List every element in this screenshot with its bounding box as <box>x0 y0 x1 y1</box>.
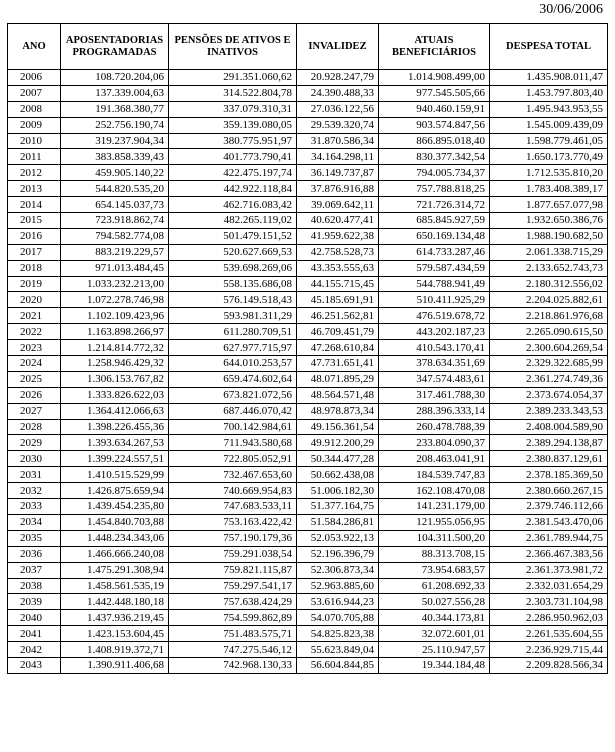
invalidez-cell: 39.069.642,11 <box>297 197 379 213</box>
invalidez-cell: 52.053.922,13 <box>297 530 379 546</box>
invalidez-cell: 46.251.562,81 <box>297 308 379 324</box>
atuais-cell: 184.539.747,83 <box>379 467 490 483</box>
atuais-cell: 903.574.847,56 <box>379 117 490 133</box>
table-row <box>8 483 608 499</box>
year-cell: 2009 <box>8 117 61 133</box>
despesa-cell: 2.209.828.566,34 <box>490 657 608 673</box>
table-body <box>8 70 608 674</box>
aposentadorias-cell: 1.410.515.529,99 <box>61 467 169 483</box>
invalidez-cell: 48.071.895,29 <box>297 371 379 387</box>
invalidez-cell: 50.662.438,08 <box>297 467 379 483</box>
atuais-cell: 579.587.434,59 <box>379 260 490 276</box>
aposentadorias-cell: 1.390.911.406,68 <box>61 657 169 673</box>
year-cell: 2027 <box>8 403 61 419</box>
atuais-cell: 61.208.692,33 <box>379 578 490 594</box>
pensoes-cell: 747.683.533,11 <box>169 499 297 515</box>
despesa-cell: 1.650.173.770,49 <box>490 149 608 165</box>
aposentadorias-cell: 319.237.904,34 <box>61 133 169 149</box>
invalidez-cell: 20.928.247,79 <box>297 70 379 86</box>
table-row <box>8 642 608 658</box>
aposentadorias-cell: 1.426.875.659,94 <box>61 483 169 499</box>
year-cell: 2033 <box>8 499 61 515</box>
despesa-cell: 1.988.190.682,50 <box>490 228 608 244</box>
year-cell: 2032 <box>8 483 61 499</box>
atuais-cell: 260.478.788,39 <box>379 419 490 435</box>
table-row <box>8 276 608 292</box>
atuais-cell: 443.202.187,23 <box>379 324 490 340</box>
year-cell: 2037 <box>8 562 61 578</box>
aposentadorias-cell: 1.214.814.772,32 <box>61 340 169 356</box>
invalidez-cell: 54.825.823,38 <box>297 626 379 642</box>
invalidez-cell: 52.306.873,34 <box>297 562 379 578</box>
despesa-cell: 2.265.090.615,50 <box>490 324 608 340</box>
atuais-cell: 104.311.500,20 <box>379 530 490 546</box>
invalidez-cell: 37.876.916,88 <box>297 181 379 197</box>
table-row <box>8 387 608 403</box>
pensoes-cell: 732.467.653,60 <box>169 467 297 483</box>
year-cell: 2022 <box>8 324 61 340</box>
atuais-cell: 476.519.678,72 <box>379 308 490 324</box>
invalidez-cell: 54.070.705,88 <box>297 610 379 626</box>
despesa-cell: 2.286.950.962,03 <box>490 610 608 626</box>
table-row <box>8 514 608 530</box>
aposentadorias-cell: 544.820.535,20 <box>61 181 169 197</box>
invalidez-cell: 50.344.477,28 <box>297 451 379 467</box>
invalidez-cell: 29.539.320,74 <box>297 117 379 133</box>
pensoes-cell: 359.139.080,05 <box>169 117 297 133</box>
atuais-cell: 73.954.683,57 <box>379 562 490 578</box>
invalidez-cell: 51.006.182,30 <box>297 483 379 499</box>
aposentadorias-cell: 1.364.412.066,63 <box>61 403 169 419</box>
atuais-cell: 650.169.134,48 <box>379 228 490 244</box>
invalidez-cell: 34.164.298,11 <box>297 149 379 165</box>
despesa-cell: 2.236.929.715,44 <box>490 642 608 658</box>
pensoes-cell: 751.483.575,71 <box>169 626 297 642</box>
despesa-cell: 1.453.797.803,40 <box>490 85 608 101</box>
atuais-cell: 88.313.708,15 <box>379 546 490 562</box>
invalidez-cell: 49.156.361,54 <box>297 419 379 435</box>
table-row <box>8 149 608 165</box>
invalidez-cell: 48.978.873,34 <box>297 403 379 419</box>
despesa-cell: 1.545.009.439,09 <box>490 117 608 133</box>
year-cell: 2018 <box>8 260 61 276</box>
header-invalidez: INVALIDEZ <box>297 24 379 70</box>
atuais-cell: 32.072.601,01 <box>379 626 490 642</box>
aposentadorias-cell: 1.398.226.455,36 <box>61 419 169 435</box>
invalidez-cell: 49.912.200,29 <box>297 435 379 451</box>
aposentadorias-cell: 1.333.826.622,03 <box>61 387 169 403</box>
pensoes-cell: 722.805.052,91 <box>169 451 297 467</box>
pensoes-cell: 740.669.954,83 <box>169 483 297 499</box>
atuais-cell: 866.895.018,40 <box>379 133 490 149</box>
header-aposentadorias: APOSENTADORIAS PROGRAMADAS <box>61 24 169 70</box>
table-row <box>8 435 608 451</box>
aposentadorias-cell: 1.439.454.235,80 <box>61 499 169 515</box>
table-row <box>8 403 608 419</box>
table-row <box>8 546 608 562</box>
year-cell: 2029 <box>8 435 61 451</box>
year-cell: 2026 <box>8 387 61 403</box>
table-row <box>8 117 608 133</box>
pensoes-cell: 442.922.118,84 <box>169 181 297 197</box>
despesa-cell: 1.495.943.953,55 <box>490 101 608 117</box>
table-row <box>8 85 608 101</box>
aposentadorias-cell: 1.306.153.767,82 <box>61 371 169 387</box>
invalidez-cell: 45.185.691,91 <box>297 292 379 308</box>
pensoes-cell: 291.351.060,62 <box>169 70 297 86</box>
aposentadorias-cell: 459.905.140,22 <box>61 165 169 181</box>
aposentadorias-cell: 252.756.190,74 <box>61 117 169 133</box>
year-cell: 2043 <box>8 657 61 673</box>
aposentadorias-cell: 1.423.153.604,45 <box>61 626 169 642</box>
table-row <box>8 467 608 483</box>
aposentadorias-cell: 137.339.004,63 <box>61 85 169 101</box>
pensoes-cell: 687.446.070,42 <box>169 403 297 419</box>
header-pensoes: PENSÕES DE ATIVOS E INATIVOS <box>169 24 297 70</box>
pensoes-cell: 711.943.580,68 <box>169 435 297 451</box>
aposentadorias-cell: 1.442.448.180,18 <box>61 594 169 610</box>
despesa-cell: 2.218.861.976,68 <box>490 308 608 324</box>
table-row <box>8 371 608 387</box>
invalidez-cell: 47.268.610,84 <box>297 340 379 356</box>
table-row <box>8 133 608 149</box>
despesa-cell: 2.300.604.269,54 <box>490 340 608 356</box>
pensoes-cell: 742.968.130,33 <box>169 657 297 673</box>
aposentadorias-cell: 1.475.291.308,94 <box>61 562 169 578</box>
pensoes-cell: 337.079.310,31 <box>169 101 297 117</box>
table-row <box>8 197 608 213</box>
pensoes-cell: 754.599.862,89 <box>169 610 297 626</box>
year-cell: 2035 <box>8 530 61 546</box>
invalidez-cell: 43.353.555,63 <box>297 260 379 276</box>
despesa-cell: 2.361.274.749,36 <box>490 371 608 387</box>
year-cell: 2021 <box>8 308 61 324</box>
table-row <box>8 101 608 117</box>
atuais-cell: 940.460.159,91 <box>379 101 490 117</box>
aposentadorias-cell: 1.033.232.213,00 <box>61 276 169 292</box>
pensoes-cell: 759.821.115,87 <box>169 562 297 578</box>
atuais-cell: 410.543.170,41 <box>379 340 490 356</box>
aposentadorias-cell: 654.145.037,73 <box>61 197 169 213</box>
atuais-cell: 510.411.925,29 <box>379 292 490 308</box>
year-cell: 2011 <box>8 149 61 165</box>
invalidez-cell: 27.036.122,56 <box>297 101 379 117</box>
table-row <box>8 451 608 467</box>
despesa-cell: 2.329.322.685,99 <box>490 356 608 372</box>
despesa-cell: 2.389.233.343,53 <box>490 403 608 419</box>
pensoes-cell: 380.775.951,97 <box>169 133 297 149</box>
year-cell: 2006 <box>8 70 61 86</box>
table-row <box>8 562 608 578</box>
table-header-row <box>8 24 608 70</box>
pensoes-cell: 593.981.311,29 <box>169 308 297 324</box>
invalidez-cell: 55.623.849,04 <box>297 642 379 658</box>
table-row <box>8 260 608 276</box>
despesa-cell: 1.435.908.011,47 <box>490 70 608 86</box>
aposentadorias-cell: 1.258.946.429,32 <box>61 356 169 372</box>
aposentadorias-cell: 1.072.278.746,98 <box>61 292 169 308</box>
invalidez-cell: 46.709.451,79 <box>297 324 379 340</box>
despesa-cell: 2.133.652.743,73 <box>490 260 608 276</box>
despesa-cell: 2.332.031.654,29 <box>490 578 608 594</box>
pensoes-cell: 462.716.083,42 <box>169 197 297 213</box>
pensoes-cell: 611.280.709,51 <box>169 324 297 340</box>
year-cell: 2028 <box>8 419 61 435</box>
table-row <box>8 626 608 642</box>
despesa-cell: 2.373.674.054,37 <box>490 387 608 403</box>
year-cell: 2015 <box>8 213 61 229</box>
year-cell: 2030 <box>8 451 61 467</box>
invalidez-cell: 56.604.844,85 <box>297 657 379 673</box>
table-row <box>8 356 608 372</box>
table-row <box>8 340 608 356</box>
despesa-cell: 2.180.312.556,02 <box>490 276 608 292</box>
invalidez-cell: 44.155.715,45 <box>297 276 379 292</box>
table-row <box>8 308 608 324</box>
pensoes-cell: 673.821.072,56 <box>169 387 297 403</box>
table-row <box>8 419 608 435</box>
aposentadorias-cell: 883.219.229,57 <box>61 244 169 260</box>
aposentadorias-cell: 1.102.109.423,96 <box>61 308 169 324</box>
aposentadorias-cell: 1.437.936.219,45 <box>61 610 169 626</box>
atuais-cell: 757.788.818,25 <box>379 181 490 197</box>
table-row <box>8 324 608 340</box>
table-row <box>8 292 608 308</box>
table-row <box>8 578 608 594</box>
year-cell: 2034 <box>8 514 61 530</box>
despesa-cell: 1.598.779.461,05 <box>490 133 608 149</box>
atuais-cell: 794.005.734,37 <box>379 165 490 181</box>
year-cell: 2039 <box>8 594 61 610</box>
aposentadorias-cell: 108.720.204,06 <box>61 70 169 86</box>
atuais-cell: 233.804.090,37 <box>379 435 490 451</box>
pensoes-cell: 482.265.119,02 <box>169 213 297 229</box>
pensoes-cell: 700.142.984,61 <box>169 419 297 435</box>
aposentadorias-cell: 1.458.561.535,19 <box>61 578 169 594</box>
year-cell: 2031 <box>8 467 61 483</box>
atuais-cell: 830.377.342,54 <box>379 149 490 165</box>
table-row <box>8 213 608 229</box>
year-cell: 2040 <box>8 610 61 626</box>
pensoes-cell: 314.522.804,78 <box>169 85 297 101</box>
year-cell: 2008 <box>8 101 61 117</box>
despesa-cell: 2.379.746.112,66 <box>490 499 608 515</box>
year-cell: 2010 <box>8 133 61 149</box>
invalidez-cell: 24.390.488,33 <box>297 85 379 101</box>
despesa-cell: 2.361.373.981,72 <box>490 562 608 578</box>
header-ano: ANO <box>8 24 61 70</box>
aposentadorias-cell: 1.399.224.557,51 <box>61 451 169 467</box>
aposentadorias-cell: 1.454.840.703,88 <box>61 514 169 530</box>
year-cell: 2025 <box>8 371 61 387</box>
year-cell: 2013 <box>8 181 61 197</box>
atuais-cell: 544.788.941,49 <box>379 276 490 292</box>
pensoes-cell: 576.149.518,43 <box>169 292 297 308</box>
header-atuais-beneficiarios: ATUAIS BENEFICIÁRIOS <box>379 24 490 70</box>
pensoes-cell: 757.190.179,36 <box>169 530 297 546</box>
invalidez-cell: 40.620.477,41 <box>297 213 379 229</box>
invalidez-cell: 42.758.528,73 <box>297 244 379 260</box>
despesa-cell: 1.877.657.077,98 <box>490 197 608 213</box>
invalidez-cell: 31.870.586,34 <box>297 133 379 149</box>
atuais-cell: 378.634.351,69 <box>379 356 490 372</box>
year-cell: 2020 <box>8 292 61 308</box>
despesa-cell: 2.380.660.267,15 <box>490 483 608 499</box>
invalidez-cell: 36.149.737,87 <box>297 165 379 181</box>
aposentadorias-cell: 191.368.380,77 <box>61 101 169 117</box>
table-row <box>8 594 608 610</box>
table-row <box>8 499 608 515</box>
pensoes-cell: 759.291.038,54 <box>169 546 297 562</box>
invalidez-cell: 48.564.571,48 <box>297 387 379 403</box>
pensoes-cell: 659.474.602,64 <box>169 371 297 387</box>
pensoes-cell: 520.627.669,53 <box>169 244 297 260</box>
despesa-cell: 2.303.731.104,98 <box>490 594 608 610</box>
year-cell: 2016 <box>8 228 61 244</box>
year-cell: 2024 <box>8 356 61 372</box>
aposentadorias-cell: 383.858.339,43 <box>61 149 169 165</box>
table-row <box>8 530 608 546</box>
aposentadorias-cell: 1.163.898.266,97 <box>61 324 169 340</box>
despesa-cell: 2.361.789.944,75 <box>490 530 608 546</box>
atuais-cell: 141.231.179,00 <box>379 499 490 515</box>
invalidez-cell: 51.377.164,75 <box>297 499 379 515</box>
atuais-cell: 25.110.947,57 <box>379 642 490 658</box>
year-cell: 2042 <box>8 642 61 658</box>
aposentadorias-cell: 794.582.774,08 <box>61 228 169 244</box>
report-date: 30/06/2006 <box>539 2 603 17</box>
year-cell: 2019 <box>8 276 61 292</box>
aposentadorias-cell: 1.466.666.240,08 <box>61 546 169 562</box>
table-row <box>8 228 608 244</box>
invalidez-cell: 47.731.651,41 <box>297 356 379 372</box>
aposentadorias-cell: 1.393.634.267,53 <box>61 435 169 451</box>
despesa-cell: 2.261.535.604,55 <box>490 626 608 642</box>
despesa-cell: 2.204.025.882,61 <box>490 292 608 308</box>
pensoes-cell: 422.475.197,74 <box>169 165 297 181</box>
atuais-cell: 317.461.788,30 <box>379 387 490 403</box>
year-cell: 2012 <box>8 165 61 181</box>
projection-table <box>7 23 608 674</box>
atuais-cell: 614.733.287,46 <box>379 244 490 260</box>
table-row <box>8 181 608 197</box>
pensoes-cell: 501.479.151,52 <box>169 228 297 244</box>
year-cell: 2038 <box>8 578 61 594</box>
invalidez-cell: 52.963.885,60 <box>297 578 379 594</box>
pensoes-cell: 753.163.422,42 <box>169 514 297 530</box>
aposentadorias-cell: 1.408.919.372,71 <box>61 642 169 658</box>
year-cell: 2017 <box>8 244 61 260</box>
pensoes-cell: 401.773.790,41 <box>169 149 297 165</box>
despesa-cell: 2.366.467.383,56 <box>490 546 608 562</box>
year-cell: 2023 <box>8 340 61 356</box>
pensoes-cell: 759.297.541,17 <box>169 578 297 594</box>
invalidez-cell: 51.584.286,81 <box>297 514 379 530</box>
table-row <box>8 244 608 260</box>
pensoes-cell: 747.275.546,12 <box>169 642 297 658</box>
table-row <box>8 70 608 86</box>
pensoes-cell: 539.698.269,06 <box>169 260 297 276</box>
pensoes-cell: 757.638.424,29 <box>169 594 297 610</box>
aposentadorias-cell: 971.013.484,45 <box>61 260 169 276</box>
header-despesa-total: DESPESA TOTAL <box>490 24 608 70</box>
atuais-cell: 40.344.173,81 <box>379 610 490 626</box>
despesa-cell: 2.389.294.138,87 <box>490 435 608 451</box>
atuais-cell: 121.955.056,95 <box>379 514 490 530</box>
atuais-cell: 50.027.556,28 <box>379 594 490 610</box>
invalidez-cell: 53.616.944,23 <box>297 594 379 610</box>
despesa-cell: 1.932.650.386,76 <box>490 213 608 229</box>
year-cell: 2041 <box>8 626 61 642</box>
atuais-cell: 288.396.333,14 <box>379 403 490 419</box>
despesa-cell: 1.712.535.810,20 <box>490 165 608 181</box>
table-row <box>8 610 608 626</box>
pensoes-cell: 644.010.253,57 <box>169 356 297 372</box>
despesa-cell: 2.061.338.715,29 <box>490 244 608 260</box>
despesa-cell: 2.408.004.589,90 <box>490 419 608 435</box>
despesa-cell: 2.381.543.470,06 <box>490 514 608 530</box>
year-cell: 2036 <box>8 546 61 562</box>
atuais-cell: 347.574.483,61 <box>379 371 490 387</box>
atuais-cell: 721.726.314,72 <box>379 197 490 213</box>
invalidez-cell: 52.196.396,79 <box>297 546 379 562</box>
despesa-cell: 1.783.408.389,17 <box>490 181 608 197</box>
year-cell: 2014 <box>8 197 61 213</box>
atuais-cell: 19.344.184,48 <box>379 657 490 673</box>
despesa-cell: 2.380.837.129,61 <box>490 451 608 467</box>
table-row <box>8 657 608 673</box>
pensoes-cell: 627.977.715,97 <box>169 340 297 356</box>
despesa-cell: 2.378.185.369,50 <box>490 467 608 483</box>
pensoes-cell: 558.135.686,08 <box>169 276 297 292</box>
invalidez-cell: 41.959.622,38 <box>297 228 379 244</box>
aposentadorias-cell: 723.918.862,74 <box>61 213 169 229</box>
year-cell: 2007 <box>8 85 61 101</box>
atuais-cell: 162.108.470,08 <box>379 483 490 499</box>
atuais-cell: 685.845.927,59 <box>379 213 490 229</box>
table-row <box>8 165 608 181</box>
atuais-cell: 1.014.908.499,00 <box>379 70 490 86</box>
aposentadorias-cell: 1.448.234.343,06 <box>61 530 169 546</box>
atuais-cell: 208.463.041,91 <box>379 451 490 467</box>
atuais-cell: 977.545.505,66 <box>379 85 490 101</box>
